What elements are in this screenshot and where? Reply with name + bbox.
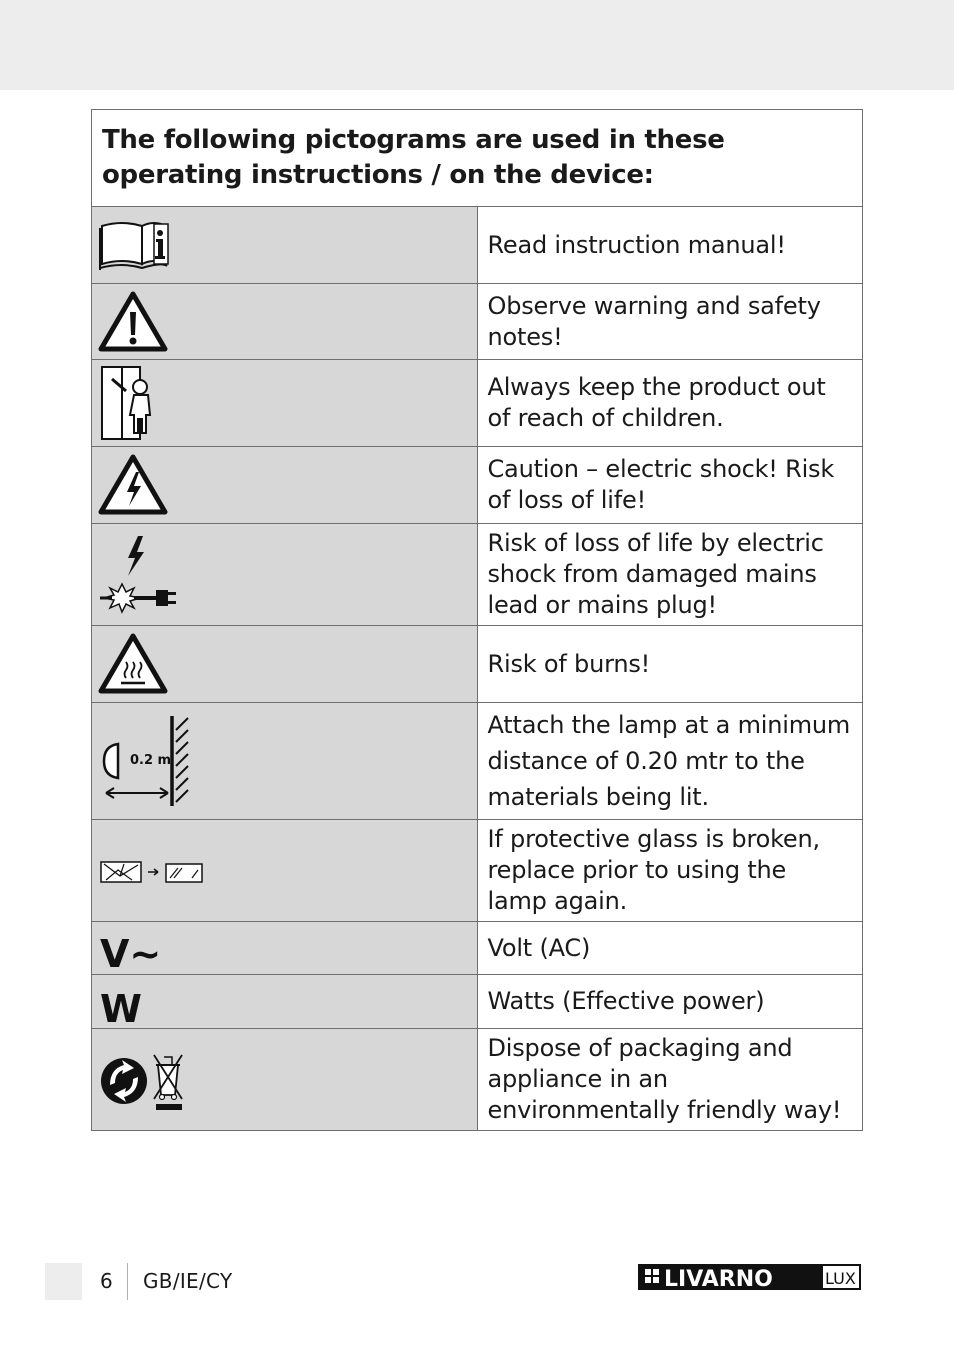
row-text: Caution – electric shock! Risk of loss of life! [487, 455, 835, 514]
icon-cell [92, 975, 478, 1029]
row-text-cell [477, 626, 863, 703]
table-row [92, 207, 863, 284]
table-row [92, 447, 863, 524]
electric-shock-icon [92, 448, 218, 522]
row-text-cell [477, 524, 863, 626]
recycling-disposal-icon [92, 1043, 218, 1117]
livarno-lux-logo [638, 1262, 862, 1292]
table-row [92, 703, 863, 820]
pictogram-table [91, 109, 863, 1131]
top-band [0, 0, 954, 90]
row-text: Read instruction manual! [487, 230, 786, 259]
footer-divider [127, 1263, 128, 1300]
hot-surface-icon [92, 627, 218, 701]
replace-glass-icon [92, 834, 218, 908]
row-text-cell [477, 975, 863, 1029]
logo-sub-text: LUX [825, 1269, 856, 1288]
row-text: Observe warning and safety notes! [487, 291, 821, 351]
instruction-manual-icon [92, 208, 218, 282]
row-text: Risk of burns! [487, 649, 651, 678]
icon-cell [92, 207, 478, 284]
table-row [92, 922, 863, 975]
icon-cell [92, 820, 478, 922]
row-text: If protective glass is broken, replace prior to using the lamp again. [487, 825, 820, 915]
icon-cell [92, 922, 478, 975]
row-text: Risk of loss of life by electric shock from damaged mains lead or mains plug! [487, 529, 824, 619]
watts-icon [92, 976, 218, 1027]
footer-marker [45, 1263, 82, 1300]
row-text-cell [477, 284, 863, 360]
damaged-plug-icon [92, 528, 218, 621]
table-row [92, 1029, 863, 1131]
watts-label: W [100, 987, 142, 1027]
volt-ac-icon [92, 923, 218, 973]
minimum-distance-icon [92, 708, 218, 814]
table-row [92, 626, 863, 703]
icon-cell [92, 703, 478, 820]
volt-ac-label: V~ [100, 932, 162, 973]
warning-triangle-icon [92, 285, 218, 359]
table-row [92, 284, 863, 360]
icon-cell [92, 360, 478, 447]
icon-cell [92, 1029, 478, 1131]
table-row [92, 820, 863, 922]
icon-cell [92, 524, 478, 626]
icon-cell [92, 626, 478, 703]
table-row [92, 975, 863, 1029]
table-heading-cell [92, 110, 863, 207]
row-text-cell [477, 360, 863, 447]
icon-cell [92, 284, 478, 360]
table-row [92, 524, 863, 626]
page-number: 6 [100, 1269, 113, 1293]
region-code: GB/IE/CY [143, 1269, 233, 1293]
child-safety-icon [92, 361, 218, 445]
row-text-cell [477, 447, 863, 524]
table-heading: The following pictograms are used in these operating instructions / on the device: [102, 125, 725, 190]
logo-main-text: LIVARNO [664, 1267, 773, 1292]
distance-label: 0.2 m [130, 753, 172, 768]
row-text: Watts (Effective power) [487, 987, 765, 1015]
row-text-cell [477, 820, 863, 922]
row-text: Dispose of packaging and appliance in an environmentally friendly way! [487, 1034, 842, 1124]
table-row [92, 360, 863, 447]
row-text-cell [477, 922, 863, 975]
row-text-cell [477, 703, 863, 820]
icon-cell [92, 447, 478, 524]
row-text-cell [477, 207, 863, 284]
row-text: Always keep the product out of reach of children. [487, 373, 826, 432]
row-text: Volt (AC) [487, 933, 591, 962]
row-text-cell [477, 1029, 863, 1131]
row-text: Attach the lamp at a minimum distance of 0.20 mtr to the materials being lit. [487, 711, 851, 811]
